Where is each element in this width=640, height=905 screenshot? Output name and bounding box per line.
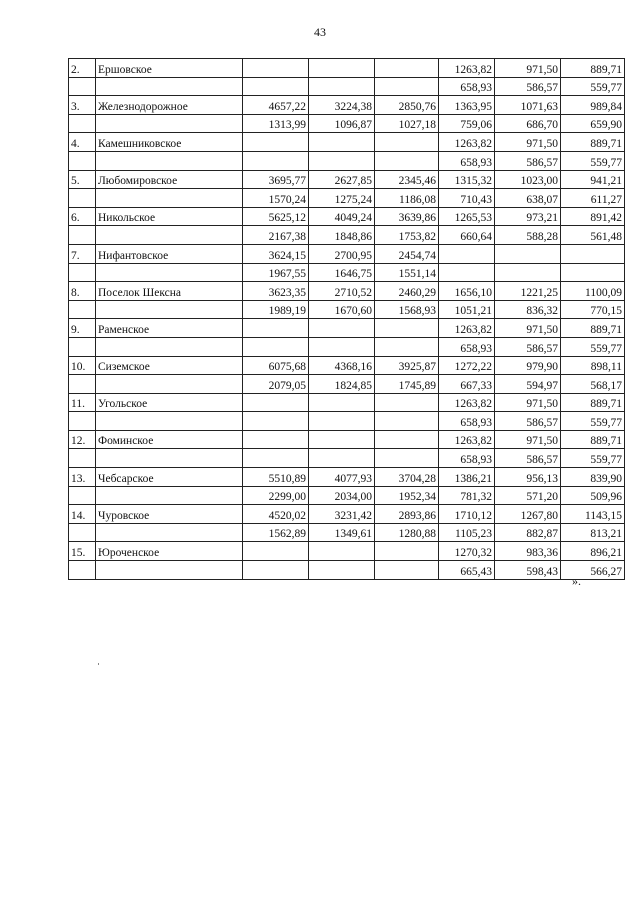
row-number: 5. bbox=[69, 170, 96, 189]
value-cell: 889,71 bbox=[561, 133, 625, 152]
value-cell bbox=[243, 542, 309, 561]
value-cell: 1280,88 bbox=[375, 523, 439, 542]
table-row bbox=[69, 505, 625, 524]
value-cell: 598,43 bbox=[495, 561, 561, 580]
value-cell: 5510,89 bbox=[243, 468, 309, 487]
value-cell: 1952,34 bbox=[375, 486, 439, 505]
value-cell: 2034,00 bbox=[309, 486, 375, 505]
settlement-name: Поселок Шексна bbox=[96, 282, 243, 301]
value-cell: 638,07 bbox=[495, 189, 561, 208]
value-cell bbox=[309, 151, 375, 170]
value-cell: 2850,76 bbox=[375, 96, 439, 115]
value-cell: 836,32 bbox=[495, 300, 561, 319]
value-cell: 2893,86 bbox=[375, 505, 439, 524]
value-cell: 586,57 bbox=[495, 337, 561, 356]
value-cell: 559,77 bbox=[561, 449, 625, 468]
value-cell bbox=[309, 430, 375, 449]
value-cell: 1568,93 bbox=[375, 300, 439, 319]
value-cell: 1263,82 bbox=[439, 133, 495, 152]
value-cell: 3925,87 bbox=[375, 356, 439, 375]
row-number bbox=[69, 263, 96, 282]
value-cell bbox=[243, 449, 309, 468]
value-cell bbox=[439, 244, 495, 263]
row-number: 4. bbox=[69, 133, 96, 152]
value-cell: 686,70 bbox=[495, 114, 561, 133]
settlement-name bbox=[96, 412, 243, 431]
row-number bbox=[69, 337, 96, 356]
table-row bbox=[69, 486, 625, 505]
page-number: 43 bbox=[314, 25, 326, 39]
settlement-name bbox=[96, 151, 243, 170]
table-row bbox=[69, 356, 625, 375]
row-number: 14. bbox=[69, 505, 96, 524]
value-cell: 1753,82 bbox=[375, 226, 439, 245]
value-cell: 1071,63 bbox=[495, 96, 561, 115]
value-cell: 4657,22 bbox=[243, 96, 309, 115]
value-cell bbox=[375, 337, 439, 356]
value-cell: 559,77 bbox=[561, 77, 625, 96]
row-number: 8. bbox=[69, 282, 96, 301]
row-number bbox=[69, 226, 96, 245]
value-cell bbox=[375, 412, 439, 431]
settlement-name bbox=[96, 486, 243, 505]
table-row bbox=[69, 226, 625, 245]
value-cell bbox=[375, 561, 439, 580]
value-cell: 983,36 bbox=[495, 542, 561, 561]
value-cell: 971,50 bbox=[495, 133, 561, 152]
value-cell bbox=[243, 561, 309, 580]
value-cell: 659,90 bbox=[561, 114, 625, 133]
settlement-name bbox=[96, 375, 243, 394]
settlement-name bbox=[96, 300, 243, 319]
table-row bbox=[69, 151, 625, 170]
value-cell: 971,50 bbox=[495, 430, 561, 449]
table-row bbox=[69, 170, 625, 189]
row-number bbox=[69, 189, 96, 208]
value-cell: 1096,87 bbox=[309, 114, 375, 133]
row-number bbox=[69, 486, 96, 505]
value-cell: 1386,21 bbox=[439, 468, 495, 487]
value-cell: 2345,46 bbox=[375, 170, 439, 189]
settlement-name bbox=[96, 77, 243, 96]
row-number bbox=[69, 375, 96, 394]
row-number: 15. bbox=[69, 542, 96, 561]
value-cell: 1313,99 bbox=[243, 114, 309, 133]
table-row bbox=[69, 263, 625, 282]
table-row bbox=[69, 96, 625, 115]
value-cell: 559,77 bbox=[561, 412, 625, 431]
settlement-name: Фоминское bbox=[96, 430, 243, 449]
value-cell bbox=[561, 263, 625, 282]
value-cell: 1221,25 bbox=[495, 282, 561, 301]
value-cell: 889,71 bbox=[561, 430, 625, 449]
value-cell: 1270,32 bbox=[439, 542, 495, 561]
value-cell: 4077,93 bbox=[309, 468, 375, 487]
settlement-name: Чебсарское bbox=[96, 468, 243, 487]
value-cell bbox=[375, 133, 439, 152]
tariff-table bbox=[68, 58, 625, 580]
value-cell bbox=[309, 542, 375, 561]
row-number bbox=[69, 561, 96, 580]
row-number: 7. bbox=[69, 244, 96, 263]
value-cell: 586,57 bbox=[495, 77, 561, 96]
value-cell: 896,21 bbox=[561, 542, 625, 561]
value-cell: 658,93 bbox=[439, 77, 495, 96]
value-cell: 971,50 bbox=[495, 59, 561, 78]
settlement-name bbox=[96, 189, 243, 208]
value-cell: 1646,75 bbox=[309, 263, 375, 282]
row-number: 11. bbox=[69, 393, 96, 412]
settlement-name: Угольское bbox=[96, 393, 243, 412]
value-cell: 2700,95 bbox=[309, 244, 375, 263]
settlement-name: Чуровское bbox=[96, 505, 243, 524]
value-cell: 2710,52 bbox=[309, 282, 375, 301]
value-cell: 1023,00 bbox=[495, 170, 561, 189]
value-cell: 3695,77 bbox=[243, 170, 309, 189]
value-cell: 889,71 bbox=[561, 393, 625, 412]
table-row bbox=[69, 319, 625, 338]
value-cell: 971,50 bbox=[495, 319, 561, 338]
value-cell: 561,48 bbox=[561, 226, 625, 245]
value-cell: 2079,05 bbox=[243, 375, 309, 394]
row-number: 13. bbox=[69, 468, 96, 487]
value-cell: 1848,86 bbox=[309, 226, 375, 245]
value-cell: 1745,89 bbox=[375, 375, 439, 394]
value-cell: 588,28 bbox=[495, 226, 561, 245]
value-cell: 4049,24 bbox=[309, 207, 375, 226]
value-cell: 1989,19 bbox=[243, 300, 309, 319]
value-cell: 3623,35 bbox=[243, 282, 309, 301]
value-cell: 1551,14 bbox=[375, 263, 439, 282]
value-cell: 973,21 bbox=[495, 207, 561, 226]
value-cell bbox=[309, 319, 375, 338]
value-cell: 941,21 bbox=[561, 170, 625, 189]
value-cell bbox=[243, 133, 309, 152]
value-cell: 1263,82 bbox=[439, 430, 495, 449]
value-cell: 586,57 bbox=[495, 412, 561, 431]
value-cell bbox=[309, 449, 375, 468]
table-row bbox=[69, 77, 625, 96]
value-cell bbox=[309, 337, 375, 356]
value-cell: 956,13 bbox=[495, 468, 561, 487]
value-cell: 770,15 bbox=[561, 300, 625, 319]
value-cell: 571,20 bbox=[495, 486, 561, 505]
settlement-name: Раменское bbox=[96, 319, 243, 338]
value-cell: 1100,09 bbox=[561, 282, 625, 301]
settlement-name: Ершовское bbox=[96, 59, 243, 78]
table-row bbox=[69, 244, 625, 263]
value-cell: 1656,10 bbox=[439, 282, 495, 301]
value-cell: 1265,53 bbox=[439, 207, 495, 226]
settlement-name: Камешниковское bbox=[96, 133, 243, 152]
value-cell: 898,11 bbox=[561, 356, 625, 375]
table-row bbox=[69, 59, 625, 78]
value-cell: 1349,61 bbox=[309, 523, 375, 542]
table-row bbox=[69, 282, 625, 301]
value-cell: 3624,15 bbox=[243, 244, 309, 263]
value-cell bbox=[309, 77, 375, 96]
table-row bbox=[69, 114, 625, 133]
value-cell: 586,57 bbox=[495, 151, 561, 170]
value-cell bbox=[243, 151, 309, 170]
value-cell bbox=[375, 77, 439, 96]
value-cell: 1051,21 bbox=[439, 300, 495, 319]
value-cell bbox=[375, 59, 439, 78]
value-cell: 1027,18 bbox=[375, 114, 439, 133]
value-cell bbox=[243, 59, 309, 78]
value-cell bbox=[309, 133, 375, 152]
value-cell: 889,71 bbox=[561, 59, 625, 78]
value-cell bbox=[243, 430, 309, 449]
row-number bbox=[69, 77, 96, 96]
table-row bbox=[69, 430, 625, 449]
row-number bbox=[69, 300, 96, 319]
table-body bbox=[69, 59, 625, 580]
value-cell: 2299,00 bbox=[243, 486, 309, 505]
value-cell bbox=[309, 59, 375, 78]
table-row bbox=[69, 207, 625, 226]
row-number: 12. bbox=[69, 430, 96, 449]
row-number: 6. bbox=[69, 207, 96, 226]
value-cell: 559,77 bbox=[561, 151, 625, 170]
value-cell bbox=[495, 244, 561, 263]
value-cell: 839,90 bbox=[561, 468, 625, 487]
value-cell: 658,93 bbox=[439, 449, 495, 468]
settlement-name bbox=[96, 449, 243, 468]
value-cell: 1363,95 bbox=[439, 96, 495, 115]
row-number bbox=[69, 523, 96, 542]
value-cell: 1263,82 bbox=[439, 319, 495, 338]
value-cell: 2454,74 bbox=[375, 244, 439, 263]
row-number: 9. bbox=[69, 319, 96, 338]
value-cell: 658,93 bbox=[439, 151, 495, 170]
value-cell bbox=[243, 77, 309, 96]
value-cell: 660,64 bbox=[439, 226, 495, 245]
value-cell: 759,06 bbox=[439, 114, 495, 133]
value-cell: 2460,29 bbox=[375, 282, 439, 301]
value-cell: 1143,15 bbox=[561, 505, 625, 524]
settlement-name bbox=[96, 226, 243, 245]
settlement-name bbox=[96, 263, 243, 282]
value-cell bbox=[439, 263, 495, 282]
value-cell: 586,57 bbox=[495, 449, 561, 468]
value-cell: 1710,12 bbox=[439, 505, 495, 524]
value-cell: 1824,85 bbox=[309, 375, 375, 394]
value-cell bbox=[309, 561, 375, 580]
value-cell: 1275,24 bbox=[309, 189, 375, 208]
table-row bbox=[69, 133, 625, 152]
value-cell: 6075,68 bbox=[243, 356, 309, 375]
value-cell bbox=[375, 393, 439, 412]
value-cell bbox=[375, 449, 439, 468]
value-cell: 611,27 bbox=[561, 189, 625, 208]
closing-quote: ». bbox=[572, 574, 581, 588]
table-row bbox=[69, 542, 625, 561]
row-number bbox=[69, 449, 96, 468]
value-cell: 2167,38 bbox=[243, 226, 309, 245]
settlement-name: Сиземское bbox=[96, 356, 243, 375]
value-cell: 1315,32 bbox=[439, 170, 495, 189]
value-cell bbox=[309, 393, 375, 412]
value-cell: 889,71 bbox=[561, 319, 625, 338]
value-cell: 710,43 bbox=[439, 189, 495, 208]
value-cell: 979,90 bbox=[495, 356, 561, 375]
value-cell bbox=[243, 412, 309, 431]
value-cell bbox=[375, 151, 439, 170]
value-cell: 568,17 bbox=[561, 375, 625, 394]
value-cell: 882,87 bbox=[495, 523, 561, 542]
table-row bbox=[69, 189, 625, 208]
value-cell: 1267,80 bbox=[495, 505, 561, 524]
settlement-name bbox=[96, 114, 243, 133]
value-cell bbox=[375, 430, 439, 449]
value-cell: 1272,22 bbox=[439, 356, 495, 375]
value-cell: 1967,55 bbox=[243, 263, 309, 282]
scan-speck bbox=[98, 663, 99, 665]
value-cell: 1570,24 bbox=[243, 189, 309, 208]
table-row bbox=[69, 412, 625, 431]
value-cell: 658,93 bbox=[439, 412, 495, 431]
settlement-name: Железнодорожное bbox=[96, 96, 243, 115]
row-number bbox=[69, 114, 96, 133]
value-cell: 3704,28 bbox=[375, 468, 439, 487]
value-cell bbox=[375, 319, 439, 338]
value-cell: 4368,16 bbox=[309, 356, 375, 375]
value-cell bbox=[375, 542, 439, 561]
value-cell: 891,42 bbox=[561, 207, 625, 226]
value-cell: 971,50 bbox=[495, 393, 561, 412]
settlement-name bbox=[96, 523, 243, 542]
table-row bbox=[69, 449, 625, 468]
row-number bbox=[69, 151, 96, 170]
table-row bbox=[69, 375, 625, 394]
value-cell bbox=[495, 263, 561, 282]
value-cell bbox=[561, 244, 625, 263]
table-row bbox=[69, 523, 625, 542]
value-cell: 559,77 bbox=[561, 337, 625, 356]
value-cell bbox=[243, 319, 309, 338]
value-cell: 3639,86 bbox=[375, 207, 439, 226]
value-cell: 1670,60 bbox=[309, 300, 375, 319]
value-cell: 1105,23 bbox=[439, 523, 495, 542]
row-number bbox=[69, 412, 96, 431]
value-cell: 1263,82 bbox=[439, 393, 495, 412]
value-cell: 5625,12 bbox=[243, 207, 309, 226]
value-cell bbox=[309, 412, 375, 431]
table-row bbox=[69, 300, 625, 319]
table-row bbox=[69, 468, 625, 487]
settlement-name: Никольское bbox=[96, 207, 243, 226]
settlement-name: Нифантовское bbox=[96, 244, 243, 263]
settlement-name bbox=[96, 561, 243, 580]
value-cell: 2627,85 bbox=[309, 170, 375, 189]
value-cell: 4520,02 bbox=[243, 505, 309, 524]
value-cell: 1562,89 bbox=[243, 523, 309, 542]
value-cell bbox=[243, 337, 309, 356]
value-cell: 658,93 bbox=[439, 337, 495, 356]
value-cell: 509,96 bbox=[561, 486, 625, 505]
value-cell: 566,27 bbox=[561, 561, 625, 580]
value-cell: 3231,42 bbox=[309, 505, 375, 524]
value-cell: 665,43 bbox=[439, 561, 495, 580]
value-cell: 594,97 bbox=[495, 375, 561, 394]
value-cell: 1263,82 bbox=[439, 59, 495, 78]
value-cell: 813,21 bbox=[561, 523, 625, 542]
table-row bbox=[69, 561, 625, 580]
settlement-name bbox=[96, 337, 243, 356]
value-cell: 1186,08 bbox=[375, 189, 439, 208]
row-number: 10. bbox=[69, 356, 96, 375]
value-cell: 989,84 bbox=[561, 96, 625, 115]
table-row bbox=[69, 337, 625, 356]
table-row bbox=[69, 393, 625, 412]
value-cell bbox=[243, 393, 309, 412]
value-cell: 781,32 bbox=[439, 486, 495, 505]
row-number: 2. bbox=[69, 59, 96, 78]
row-number: 3. bbox=[69, 96, 96, 115]
settlement-name: Юроченское bbox=[96, 542, 243, 561]
settlement-name: Любомировское bbox=[96, 170, 243, 189]
value-cell: 3224,38 bbox=[309, 96, 375, 115]
value-cell: 667,33 bbox=[439, 375, 495, 394]
